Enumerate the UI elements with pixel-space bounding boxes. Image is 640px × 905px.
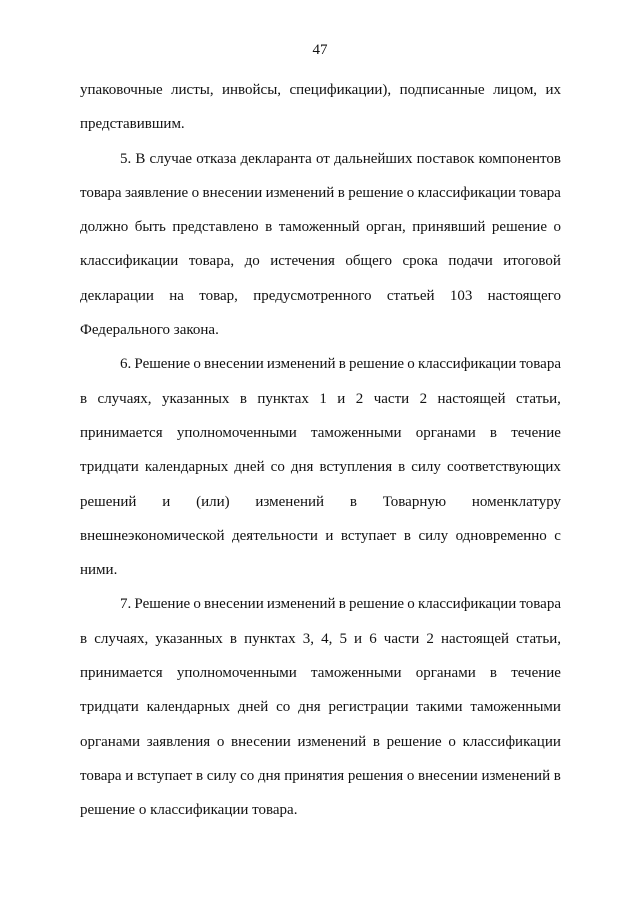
word: изменений: [266, 596, 336, 613]
word: со: [240, 767, 255, 784]
word: номенклатуру: [471, 493, 561, 510]
word: деятельности: [232, 527, 318, 544]
word: 6: [369, 630, 377, 647]
word: с: [554, 527, 561, 544]
word: части: [373, 390, 410, 407]
word: части: [383, 630, 420, 647]
text-line: [80, 759, 561, 793]
word: упаковочные: [80, 82, 163, 98]
word: 2: [419, 390, 428, 407]
word: орган,: [366, 219, 406, 236]
word: таможенными: [311, 665, 402, 682]
text-line: представившим.: [80, 116, 185, 133]
word: товара: [519, 356, 561, 373]
word: течение: [511, 424, 561, 441]
word: заявления: [146, 733, 211, 750]
word: силу: [206, 767, 237, 784]
word: классификации: [80, 253, 179, 270]
word: изменений: [297, 733, 367, 750]
word: о: [407, 596, 415, 613]
word: о: [191, 184, 200, 201]
word: в: [80, 390, 88, 407]
word: органами: [415, 424, 476, 441]
word: решений: [80, 493, 137, 510]
word: о: [407, 356, 415, 373]
word: настоящего: [487, 287, 561, 304]
text-line: [80, 142, 561, 176]
word: тридцати: [80, 699, 139, 716]
word: внесении: [231, 733, 291, 750]
text-line: [80, 622, 561, 656]
word: о: [193, 596, 201, 613]
word: настоящей: [440, 630, 510, 647]
word: их: [545, 82, 561, 98]
word: классификации: [417, 184, 516, 201]
word: о: [406, 767, 415, 784]
word: статьи,: [516, 390, 561, 407]
word: решение: [386, 733, 442, 750]
word: классификации: [417, 596, 517, 613]
word: силу: [418, 527, 449, 544]
word: подписанные: [399, 82, 485, 98]
word: случае: [149, 150, 193, 167]
word: внесении: [202, 184, 263, 201]
word: о: [553, 219, 561, 236]
word: случаях,: [94, 630, 149, 647]
word: в: [338, 596, 346, 613]
word: о: [193, 356, 201, 373]
word: в: [403, 527, 411, 544]
word: Товарную: [382, 493, 447, 510]
word: соответствующих: [446, 459, 561, 476]
word: уполномоченными: [176, 665, 297, 682]
word: вступления: [319, 459, 393, 476]
word: на: [169, 287, 184, 304]
word: в: [489, 424, 497, 441]
word: (или): [196, 493, 230, 510]
text-line: [80, 73, 561, 107]
word: тридцати: [80, 459, 139, 476]
text-line: [80, 244, 561, 278]
word: товара: [80, 767, 122, 784]
word: о: [216, 733, 225, 750]
word: течение: [511, 665, 561, 682]
word: товар,: [199, 287, 238, 304]
word: пунктах: [244, 630, 296, 647]
word: срока: [402, 253, 438, 270]
word: внесении: [204, 356, 264, 373]
word: дней: [237, 699, 269, 716]
text-line: [80, 210, 561, 244]
word: товара,: [188, 253, 235, 270]
word: 6.: [120, 356, 132, 373]
word: декларанта: [240, 150, 312, 167]
text-line: Федерального закона.: [80, 322, 219, 339]
word: дней: [234, 459, 265, 476]
word: инвойсы,: [222, 82, 282, 98]
word: в: [398, 459, 406, 476]
word: В: [135, 150, 146, 167]
word: органами: [80, 733, 141, 750]
word: и: [325, 527, 334, 544]
word: принявший: [412, 219, 486, 236]
word: решение: [348, 184, 404, 201]
word: в: [337, 184, 345, 201]
word: решение: [491, 219, 547, 236]
text-line: [80, 279, 561, 313]
text-line: [80, 587, 561, 621]
text-line: [80, 690, 561, 724]
word: о: [406, 184, 415, 201]
word: быть: [134, 219, 166, 236]
word: указанных: [161, 390, 230, 407]
text-line: [80, 416, 561, 450]
word: дня: [290, 459, 314, 476]
word: 7.: [120, 596, 132, 613]
word: до: [244, 253, 260, 270]
word: декларации: [80, 287, 154, 304]
word: такими: [416, 699, 463, 716]
word: в: [349, 493, 357, 510]
word: настоящей: [437, 390, 506, 407]
word: в: [229, 630, 237, 647]
word: решение: [349, 596, 405, 613]
word: листы,: [171, 82, 214, 98]
word: принимается: [80, 424, 163, 441]
word: статьи,: [516, 630, 561, 647]
word: таможенными: [470, 699, 561, 716]
word: вступает: [340, 527, 397, 544]
word: в: [80, 630, 88, 647]
word: о: [448, 733, 456, 750]
text-line: ними.: [80, 562, 118, 579]
word: статьей: [386, 287, 435, 304]
word: в: [372, 733, 380, 750]
word: 2: [355, 390, 364, 407]
word: классификации: [417, 356, 517, 373]
word: принимается: [80, 665, 163, 682]
word: в: [265, 219, 273, 236]
word: принятия: [284, 767, 345, 784]
word: решения: [347, 767, 404, 784]
text-line: [80, 382, 561, 416]
word: органами: [415, 665, 476, 682]
word: дня: [257, 767, 281, 784]
word: в: [239, 390, 247, 407]
word: внешнеэкономической: [80, 527, 225, 544]
word: решение: [349, 356, 405, 373]
word: и: [354, 630, 363, 647]
word: Решение: [134, 356, 191, 373]
word: 103: [449, 287, 473, 304]
word: истечения: [270, 253, 335, 270]
word: товара: [80, 184, 122, 201]
word: отказа: [196, 150, 237, 167]
word: лицом,: [493, 82, 538, 98]
word: таможенный: [278, 219, 360, 236]
word: пунктах: [257, 390, 309, 407]
word: спецификации),: [289, 82, 392, 98]
word: товара: [519, 596, 561, 613]
word: силу: [411, 459, 441, 476]
word: в: [196, 767, 204, 784]
word: от: [315, 150, 330, 167]
word: дня: [298, 699, 321, 716]
word: одновременно: [455, 527, 547, 544]
word: в: [338, 356, 346, 373]
word: изменений: [255, 493, 325, 510]
word: 5.: [120, 150, 132, 167]
word: поставок: [416, 150, 475, 167]
text-line: решение о классификации товара.: [80, 802, 298, 819]
text-line: [80, 450, 561, 484]
word: и: [337, 390, 346, 407]
text-line: [80, 347, 561, 381]
word: изменений: [266, 356, 336, 373]
word: должно: [80, 219, 129, 236]
word: классификации: [462, 733, 561, 750]
word: календарных: [146, 699, 231, 716]
word: вступает: [136, 767, 193, 784]
word: предусмотренного: [253, 287, 372, 304]
word: компонентов: [478, 150, 561, 167]
word: в: [553, 767, 561, 784]
word: со: [276, 699, 291, 716]
word: 3,: [302, 630, 314, 647]
document-body: [80, 73, 561, 828]
word: внесении: [418, 767, 478, 784]
text-line: [80, 176, 561, 210]
word: изменений: [481, 767, 551, 784]
page-number: 47: [312, 42, 328, 58]
word: 1: [319, 390, 327, 407]
word: общего: [345, 253, 393, 270]
word: указанных: [155, 630, 223, 647]
word: уполномоченными: [176, 424, 297, 441]
word: со: [270, 459, 285, 476]
word: таможенными: [311, 424, 402, 441]
word: Решение: [134, 596, 191, 613]
word: 5: [339, 630, 347, 647]
word: случаях,: [97, 390, 152, 407]
word: изменений: [265, 184, 335, 201]
text-line: [80, 485, 561, 519]
word: 2: [426, 630, 434, 647]
word: дальнейших: [333, 150, 413, 167]
word: подачи: [448, 253, 493, 270]
text-line: [80, 656, 561, 690]
word: регистрации: [328, 699, 409, 716]
word: календарных: [144, 459, 229, 476]
word: и: [125, 767, 134, 784]
text-line: [80, 519, 561, 553]
word: в: [489, 665, 497, 682]
word: итоговой: [503, 253, 561, 270]
word: и: [162, 493, 171, 510]
word: внесении: [204, 596, 264, 613]
word: заявление: [124, 184, 189, 201]
word: представлено: [172, 219, 259, 236]
text-line: [80, 725, 561, 759]
word: товара: [519, 184, 561, 201]
word: 4,: [321, 630, 333, 647]
